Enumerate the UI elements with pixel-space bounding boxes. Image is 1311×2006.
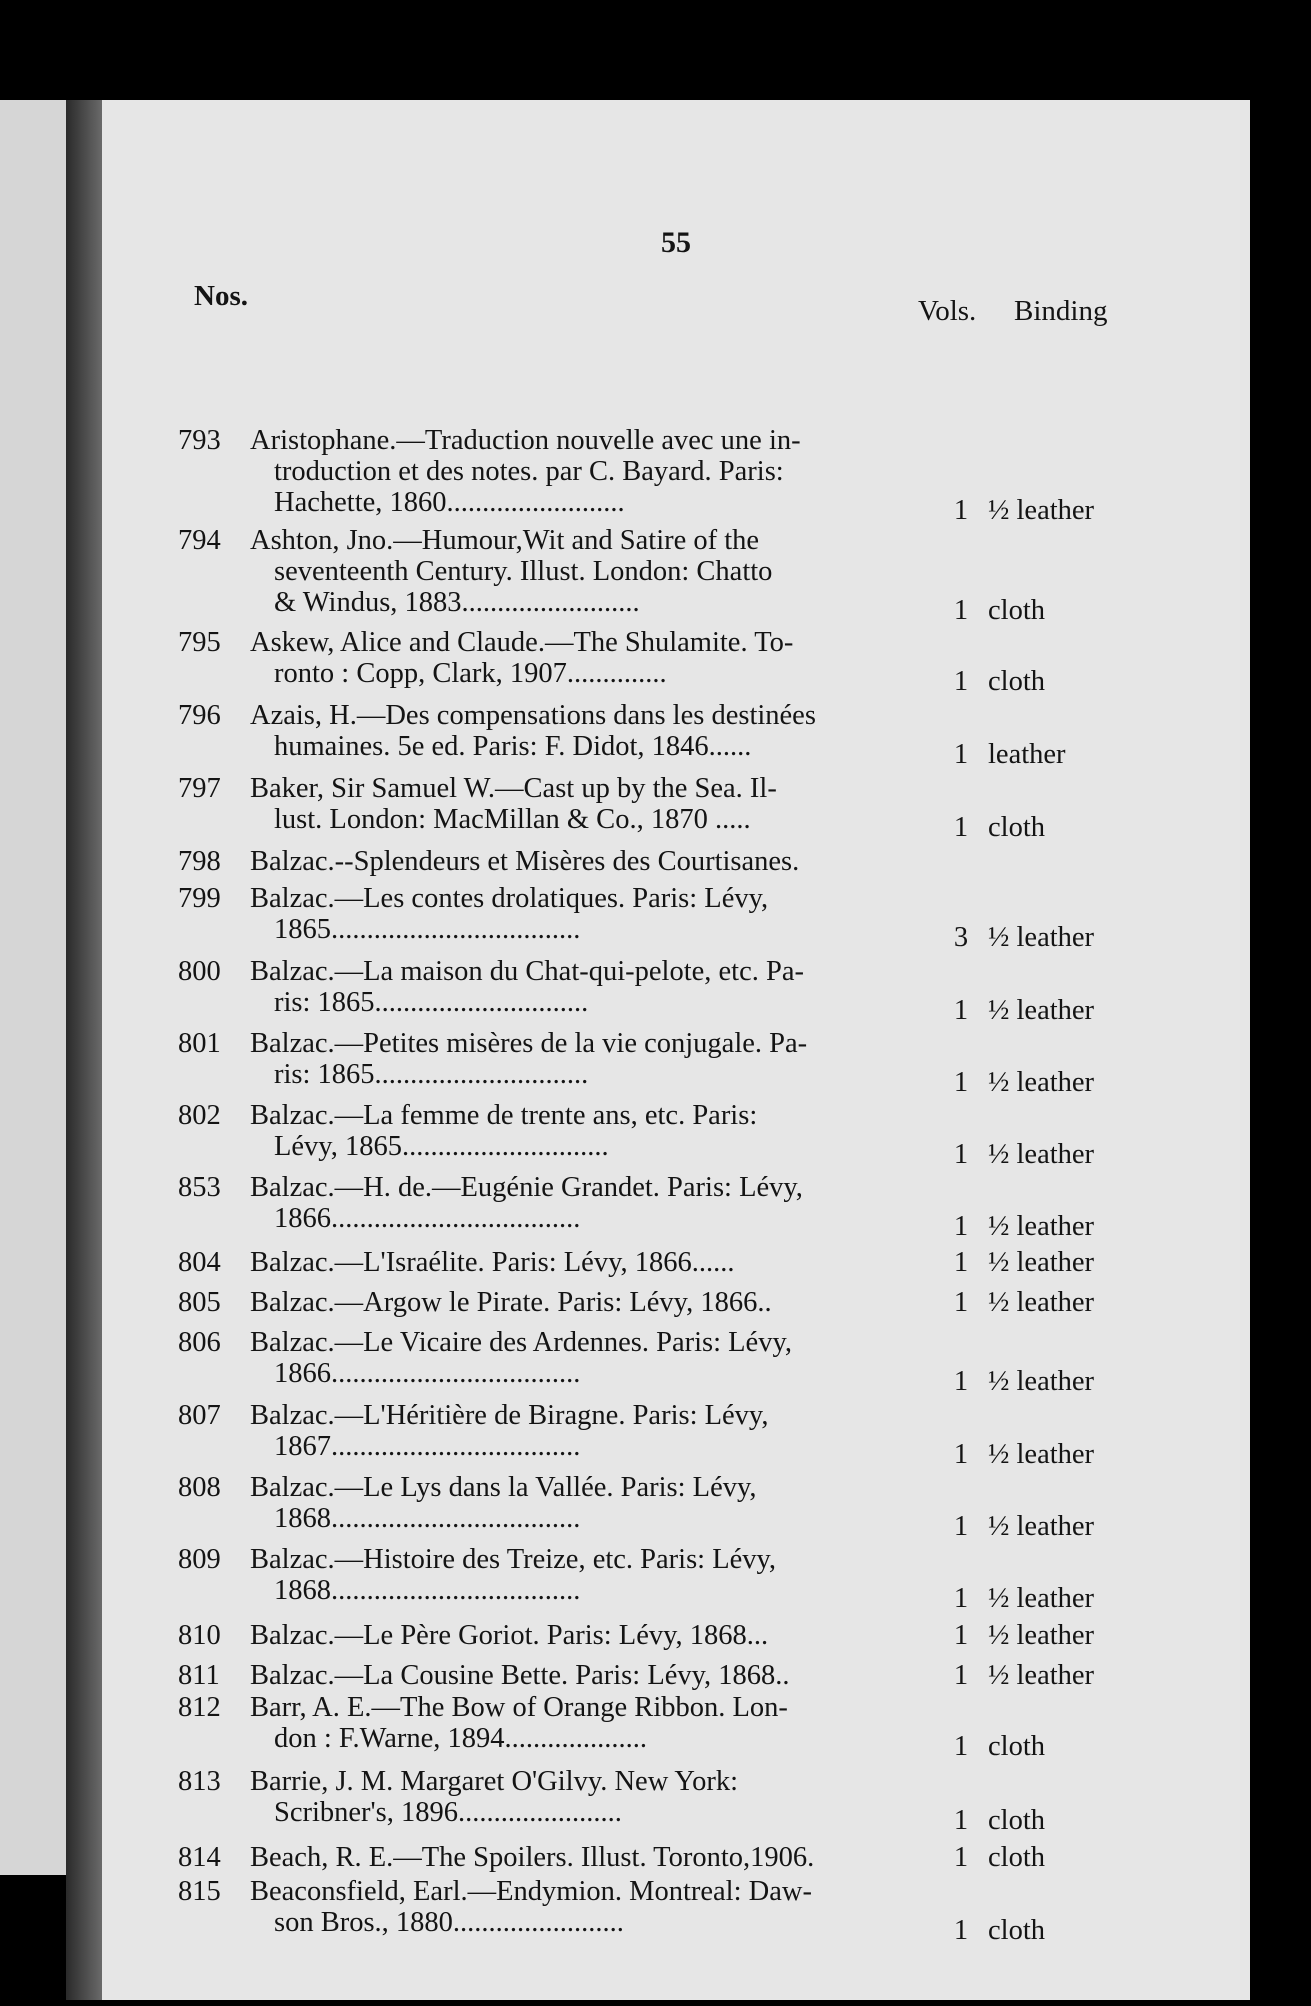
entry-description [250, 700, 900, 762]
entry-line: lust. London: MacMillan & Co., 1870 ..... [274, 804, 751, 835]
entry-number: 796 [178, 700, 221, 731]
entry-line: 1866................................... [274, 1203, 581, 1234]
entry-number: 814 [178, 1842, 221, 1873]
catalog-page [102, 100, 1250, 2000]
entry-binding: cloth [988, 666, 1045, 697]
entry-line: troduction et des notes. par C. Bayard. Paris: [274, 456, 784, 487]
entry-line: ris: 1865.............................. [274, 1059, 589, 1090]
entry-line: Balzac.—La maison du Chat-qui-pelote, etc. Pa- [250, 956, 804, 987]
entry-number: 853 [178, 1172, 221, 1203]
entry-vols: 1 [953, 1067, 969, 1098]
entry-number: 804 [178, 1247, 221, 1278]
entry-binding: ½ leather [988, 922, 1095, 953]
entry-line: Balzac.—Le Père Goriot. Paris: Lévy, 1868... [250, 1620, 769, 1651]
book-gutter [66, 100, 102, 2000]
entry-line: Lévy, 1865............................. [274, 1131, 609, 1162]
entry-binding: ½ leather [988, 995, 1095, 1026]
facing-page-edge [0, 100, 66, 1875]
entry-vols: 1 [953, 1660, 969, 1691]
entry-vols: 1 [953, 812, 969, 843]
entry-line: humaines. 5e ed. Paris: F. Didot, 1846...... [274, 731, 752, 762]
entry-line: Ashton, Jno.—Humour,Wit and Satire of the [250, 525, 760, 556]
entry-vols: 3 [953, 922, 969, 953]
entry-number: 794 [178, 525, 221, 556]
entry-description [250, 425, 900, 518]
entry-line: Balzac.—Petites misères de la vie conjugale. Pa- [250, 1028, 808, 1059]
entry-line: Barr, A. E.—The Bow of Orange Ribbon. Lon- [250, 1692, 788, 1723]
entry-vols: 1 [953, 1511, 969, 1542]
entry-binding: ½ leather [988, 1620, 1095, 1651]
column-header-vols: Vols. [918, 295, 977, 327]
entry-number: 808 [178, 1472, 221, 1503]
entry-line: & Windus, 1883......................... [274, 587, 640, 618]
entry-description [250, 1692, 900, 1754]
entry-number: 805 [178, 1287, 221, 1318]
entry-description [250, 1876, 900, 1938]
entry-description [250, 773, 900, 835]
entry-binding: ½ leather [988, 1247, 1095, 1278]
entry-binding: ½ leather [988, 1211, 1095, 1242]
entry-vols: 1 [953, 1620, 969, 1651]
entry-description [250, 956, 900, 1018]
entry-line: Balzac.--Splendeurs et Misères des Courtisanes. [250, 846, 800, 877]
entry-line: 1865................................... [274, 914, 581, 945]
page-number: 55 [661, 226, 691, 259]
entry-line: Askew, Alice and Claude.—The Shulamite. To- [250, 627, 794, 658]
entry-line: Baker, Sir Samuel W.—Cast up by the Sea. Il- [250, 773, 777, 804]
column-header-nos: Nos. [194, 280, 248, 312]
entry-binding: cloth [988, 812, 1045, 843]
entry-line: Azais, H.—Des compensations dans les destinées [250, 700, 816, 731]
entry-line: Hachette, 1860......................... [274, 487, 625, 518]
entry-line: Balzac.—Le Lys dans la Vallée. Paris: Lévy, [250, 1472, 757, 1503]
entry-line: Balzac.—Histoire des Treize, etc. Paris: Lévy, [250, 1544, 777, 1575]
entry-vols: 1 [953, 1366, 969, 1397]
entry-line: Balzac.—L'Héritière de Biragne. Paris: Lévy, [250, 1400, 769, 1431]
entry-vols: 1 [953, 495, 969, 526]
entry-description [250, 1842, 900, 1873]
entry-line: Balzac.—Les contes drolatiques. Paris: Lévy, [250, 883, 769, 914]
entry-description [250, 883, 900, 945]
entry-number: 807 [178, 1400, 221, 1431]
entry-number: 811 [178, 1660, 220, 1691]
entry-description [250, 1766, 900, 1828]
entry-line: son Bros., 1880........................ [274, 1907, 624, 1938]
entry-line: 1866................................... [274, 1358, 581, 1389]
entry-vols: 1 [953, 1842, 969, 1873]
entry-binding: cloth [988, 1805, 1045, 1836]
entry-vols: 1 [953, 995, 969, 1026]
entry-binding: ½ leather [988, 1366, 1095, 1397]
entry-line: Beaconsfield, Earl.—Endymion. Montreal: Daw- [250, 1876, 812, 1907]
entry-line: Aristophane.—Traduction nouvelle avec une in- [250, 425, 801, 456]
entry-binding: cloth [988, 1842, 1045, 1873]
entry-number: 795 [178, 627, 221, 658]
entry-number: 810 [178, 1620, 221, 1651]
entry-number: 793 [178, 425, 221, 456]
entry-vols: 1 [953, 666, 969, 697]
entry-description [250, 525, 900, 618]
entry-line: 1868................................... [274, 1503, 581, 1534]
entry-line: ris: 1865.............................. [274, 987, 589, 1018]
entry-binding: ½ leather [988, 1660, 1095, 1691]
entry-binding: ½ leather [988, 1067, 1095, 1098]
entry-description [250, 1247, 900, 1278]
entry-description [250, 1472, 900, 1534]
entry-line: 1868................................... [274, 1575, 581, 1606]
entry-number: 797 [178, 773, 221, 804]
entry-description [250, 1620, 900, 1651]
entry-line: ronto : Copp, Clark, 1907.............. [274, 658, 667, 689]
entry-vols: 1 [953, 1731, 969, 1762]
entry-line: Scribner's, 1896....................... [274, 1797, 622, 1828]
entry-line: Balzac.—Le Vicaire des Ardennes. Paris: Lévy, [250, 1327, 792, 1358]
entry-description [250, 627, 900, 689]
entry-line: Beach, R. E.—The Spoilers. Illust. Toronto,1906. [250, 1842, 815, 1873]
entry-number: 813 [178, 1766, 221, 1797]
entry-description [250, 846, 900, 877]
entry-line: Balzac.—L'Israélite. Paris: Lévy, 1866...... [250, 1247, 735, 1278]
entry-line: don : F.Warne, 1894.................... [274, 1723, 648, 1754]
entry-number: 800 [178, 956, 221, 987]
entry-binding: ½ leather [988, 1583, 1095, 1614]
entry-vols: 1 [953, 595, 969, 626]
entry-binding: ½ leather [988, 1439, 1095, 1470]
entry-description [250, 1400, 900, 1462]
entry-line: 1867................................... [274, 1431, 581, 1462]
entry-description [250, 1544, 900, 1606]
entry-line: Balzac.—H. de.—Eugénie Grandet. Paris: Lévy, [250, 1172, 803, 1203]
entry-line: Balzac.—La Cousine Bette. Paris: Lévy, 1868.. [250, 1660, 790, 1691]
entry-vols: 1 [953, 1439, 969, 1470]
entry-description [250, 1327, 900, 1389]
entry-binding: cloth [988, 1915, 1045, 1946]
entry-number: 799 [178, 883, 221, 914]
entry-number: 809 [178, 1544, 221, 1575]
entry-binding: ½ leather [988, 1287, 1095, 1318]
entry-number: 815 [178, 1876, 221, 1907]
entry-number: 802 [178, 1100, 221, 1131]
entry-line: seventeenth Century. Illust. London: Chatto [274, 556, 773, 587]
entry-binding: ½ leather [988, 1511, 1095, 1542]
entry-binding: ½ leather [988, 1139, 1095, 1170]
entry-description [250, 1028, 900, 1090]
entry-binding: ½ leather [988, 495, 1095, 526]
entry-binding: leather [988, 739, 1066, 770]
entry-vols: 1 [953, 1583, 969, 1614]
entry-number: 801 [178, 1028, 221, 1059]
entry-vols: 1 [953, 1211, 969, 1242]
entry-vols: 1 [953, 1247, 969, 1278]
entry-description [250, 1100, 900, 1162]
column-header-binding: Binding [1014, 295, 1108, 327]
entry-vols: 1 [953, 739, 969, 770]
entry-vols: 1 [953, 1139, 969, 1170]
entry-binding: cloth [988, 1731, 1045, 1762]
entry-description [250, 1287, 900, 1318]
entry-vols: 1 [953, 1915, 969, 1946]
entry-line: Balzac.—Argow le Pirate. Paris: Lévy, 1866.. [250, 1287, 772, 1318]
entry-number: 812 [178, 1692, 221, 1723]
entry-line: Balzac.—La femme de trente ans, etc. Paris: [250, 1100, 758, 1131]
entry-number: 806 [178, 1327, 221, 1358]
entry-vols: 1 [953, 1805, 969, 1836]
entry-vols: 1 [953, 1287, 969, 1318]
entry-description [250, 1172, 900, 1234]
entry-binding: cloth [988, 595, 1045, 626]
entry-description [250, 1660, 900, 1691]
entry-line: Barrie, J. M. Margaret O'Gilvy. New York: [250, 1766, 738, 1797]
entry-number: 798 [178, 846, 221, 877]
